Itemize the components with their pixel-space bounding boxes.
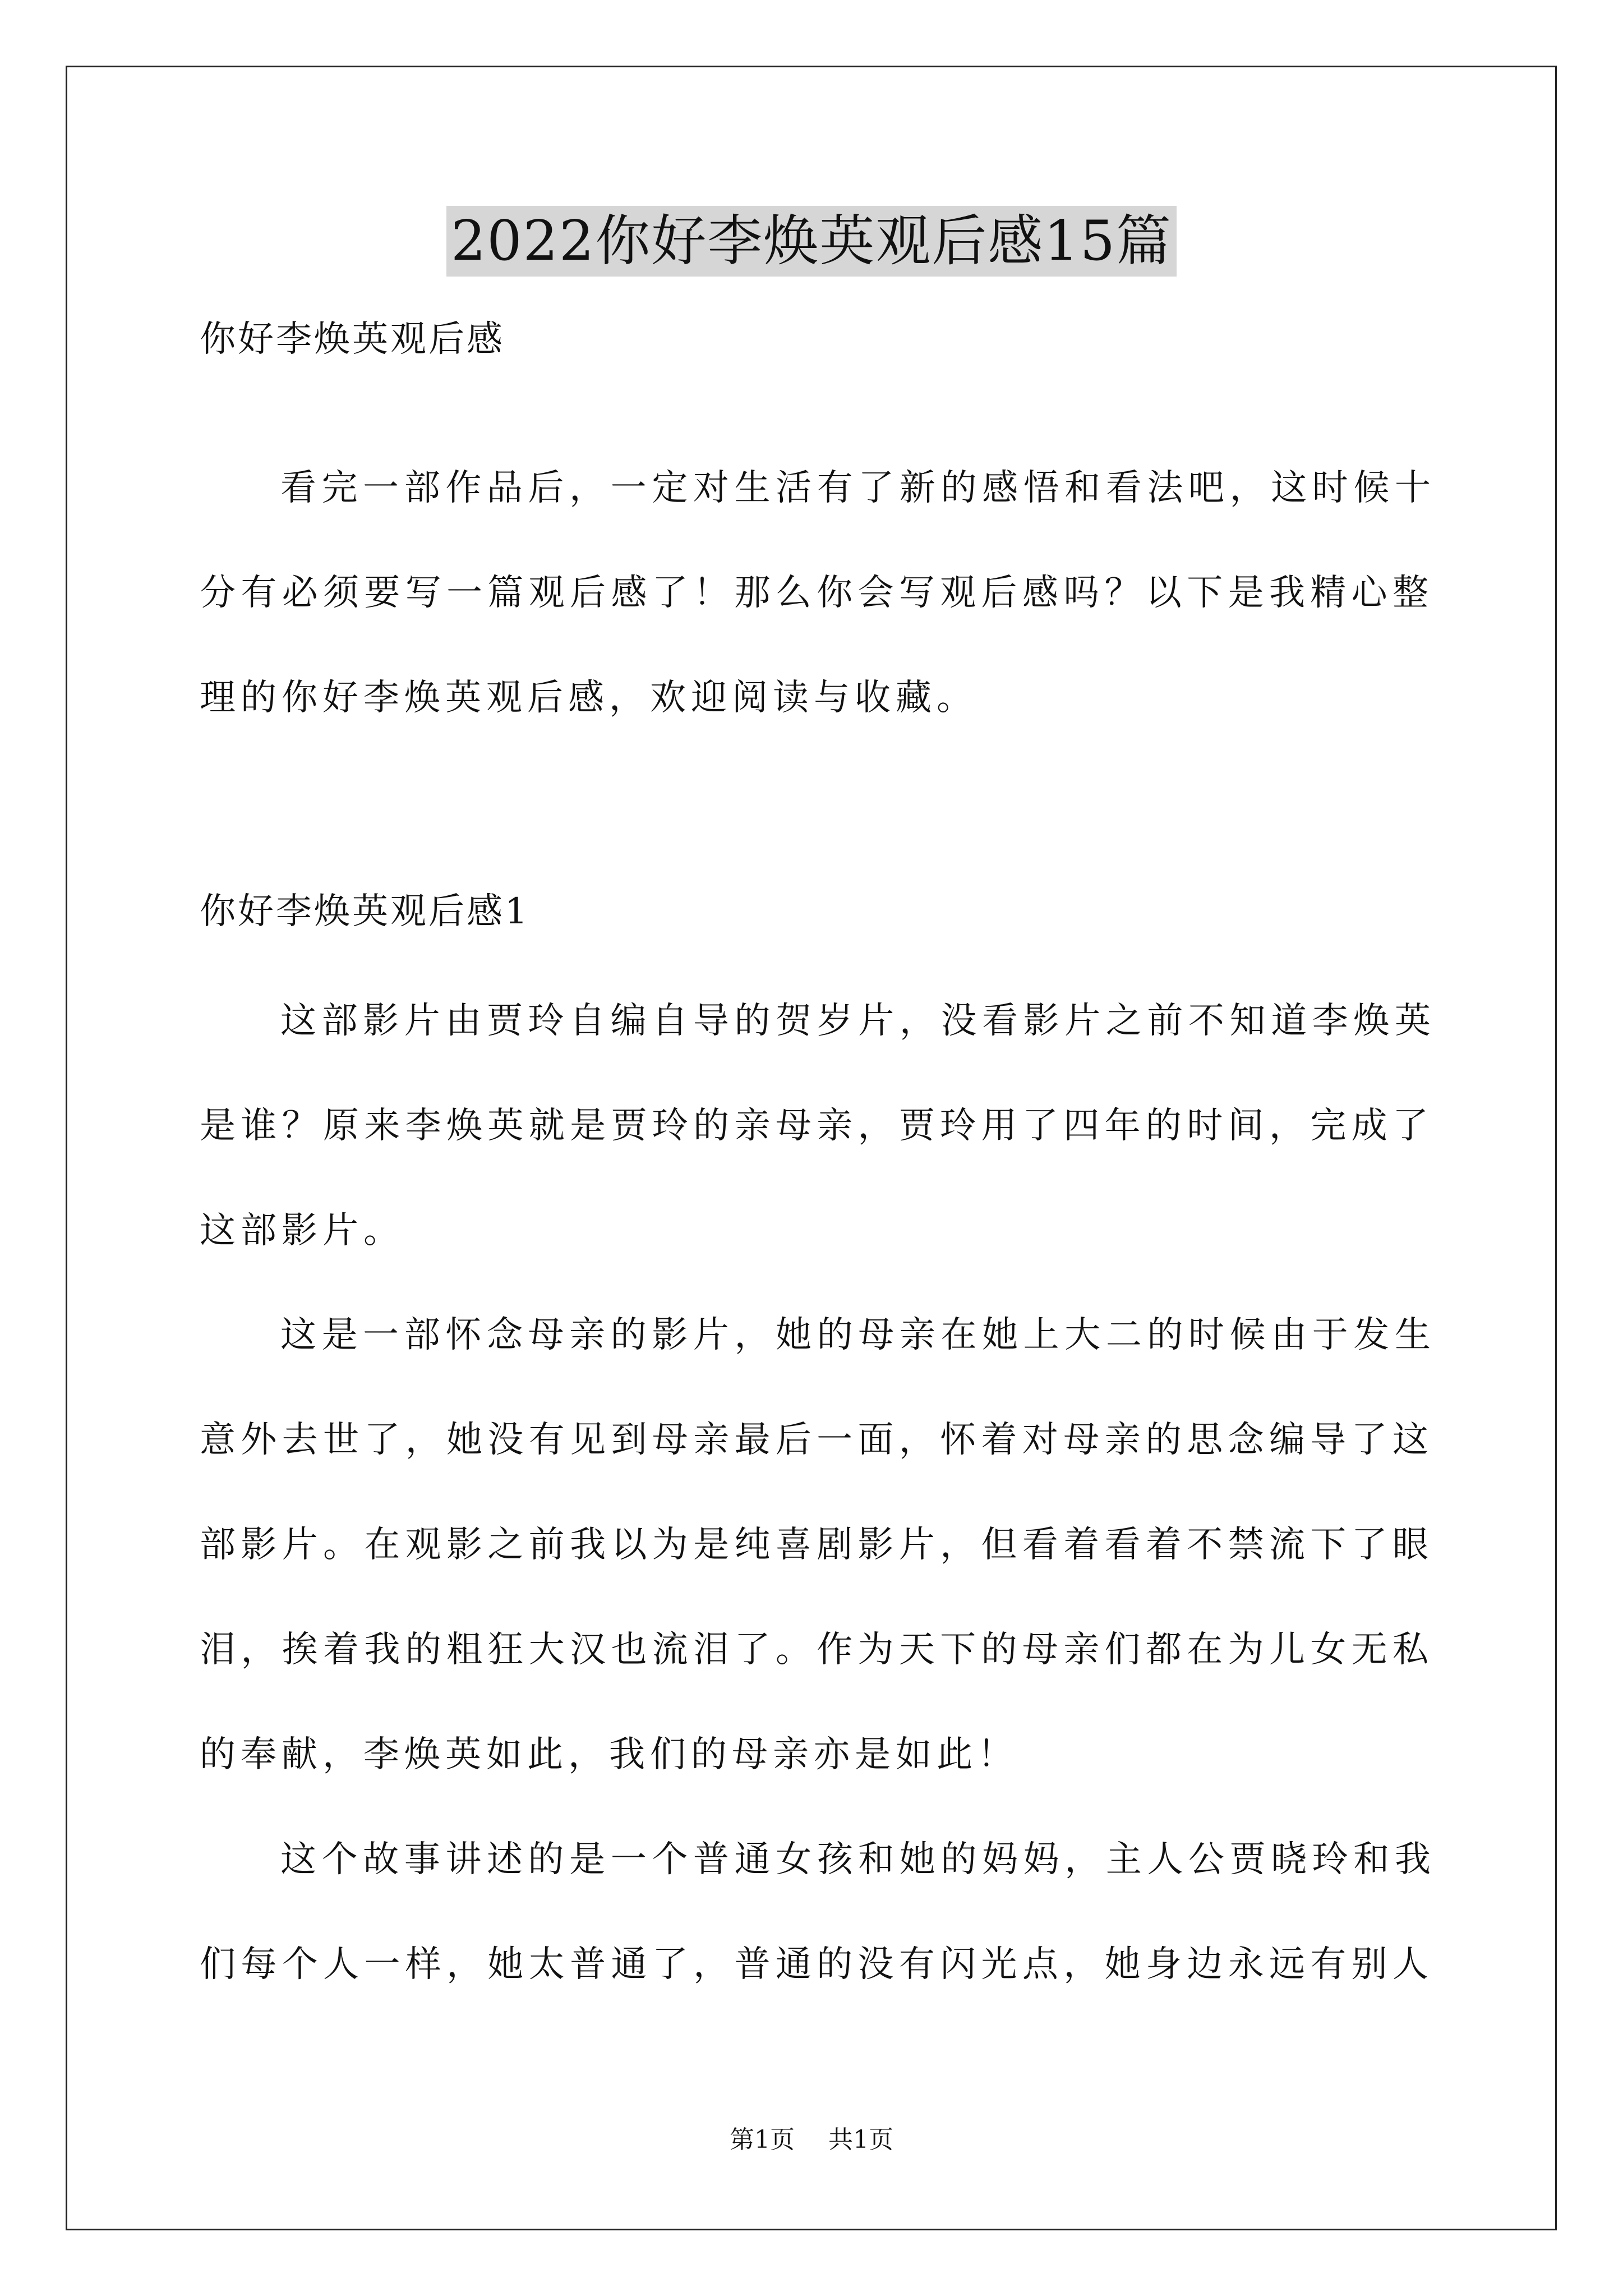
- paragraph-line: 这部影片由贾玲自编自导的贺岁片，没看影片之前不知道李焕英: [280, 1000, 1436, 1042]
- document-title: [0, 202, 1623, 280]
- paragraph-line: 分有必须要写一篇观后感了！那么你会写观后感吗？以下是我精心整: [200, 572, 1433, 614]
- page-footer: [0, 2123, 1623, 2157]
- document-title-text: 2022你好李焕英观后感15篇: [446, 206, 1177, 277]
- paragraph-line: 是谁？原来李焕英就是贾玲的亲母亲，贾玲用了四年的时间，完成了: [200, 1105, 1433, 1147]
- page-number-total: 共1页: [828, 2125, 893, 2154]
- paragraph-line: 泪，挨着我的粗狂大汉也流泪了。作为天下的母亲们都在为儿女无私: [200, 1629, 1433, 1671]
- paragraph-line: 理的你好李焕英观后感，欢迎阅读与收藏。: [200, 677, 978, 719]
- section-heading: 你好李焕英观后感1: [200, 891, 530, 932]
- paragraph-line: 意外去世了，她没有见到母亲最后一面，怀着对母亲的思念编导了这: [200, 1419, 1433, 1461]
- paragraph-line: 这个故事讲述的是一个普通女孩和她的妈妈，主人公贾晓玲和我: [280, 1839, 1436, 1880]
- page-number-current: 第1页: [730, 2125, 795, 2154]
- paragraph-line: 的奉献，李焕英如此，我们的母亲亦是如此！: [200, 1734, 1018, 1775]
- intro-heading: 你好李焕英观后感: [200, 319, 505, 360]
- paragraph-line: 这是一部怀念母亲的影片，她的母亲在她上大二的时候由于发生: [280, 1314, 1436, 1356]
- paragraph-line: 们每个人一样，她太普通了，普通的没有闪光点，她身边永远有别人: [200, 1944, 1433, 1985]
- paragraph-line: 看完一部作品后，一定对生活有了新的感悟和看法吧，这时候十: [280, 467, 1436, 509]
- paragraph-line: 部影片。在观影之前我以为是纯喜剧影片，但看着看着不禁流下了眼: [200, 1524, 1433, 1566]
- paragraph-line: 这部影片。: [200, 1210, 404, 1251]
